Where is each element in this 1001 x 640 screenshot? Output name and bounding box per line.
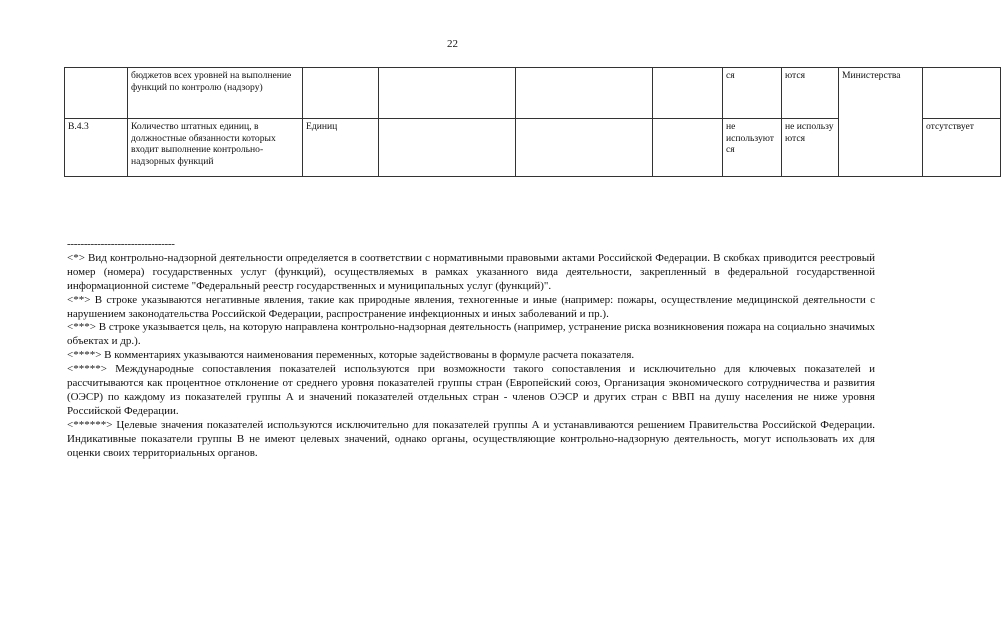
table-cell: ются: [782, 68, 839, 119]
indicator-table: [64, 67, 1001, 177]
footnote: <*****> Международные сопоставления показателей используются при возможности такого сопоставления и исключительно для ключевых показателей и рассчитываются как процентное отклонение от среднего уровня показателей группы стран (Европейский союз, Организация экономического сотрудничества и развития (ОЭСР) по каждому из показателей группы А и значений показателей отдельных стран - членов ОЭСР и других стран с ВВП на душу населения не ниже уровня Российской Федерации.: [67, 363, 875, 417]
table-cell: бюджетов всех уровней на выполнение функций по контролю (надзору): [128, 68, 303, 119]
footnotes: [67, 238, 875, 461]
footnote: <*> Вид контрольно-надзорной деятельности определяется в соответствии с нормативными правовыми актами Российской Федерации. В скобках приводится реестровый номер (номера) государственных услуг (функций), осуществляемых в рамках указанного вида деятельности, закрепленный в федеральной государственной информационной системе "Федеральный реестр государственных и муниципальных услуг (функций)".: [67, 251, 875, 292]
footnote: <***> В строке указывается цель, на которую направлена контрольно-надзорная деятельность (например, устранение риска возникновения пожара на социально значимых объектах и др.).: [67, 321, 875, 348]
page-number: 22: [447, 38, 458, 50]
table-cell: отсутствует: [923, 119, 1001, 177]
footnote: <******> Целевые значения показателей используются исключительно для показателей группы А и устанавливаются решением Правительства Российской Федерации. Индикативные показатели группы В не имеют целевых значений, однако органы, осуществляющие контрольно-надзорную деятельность, могут использовать их для оценки своих территориальных органов.: [67, 418, 875, 459]
table-cell: ся: [723, 68, 782, 119]
table-cell: [653, 68, 723, 119]
table-cell: [65, 68, 128, 119]
footnote: <**> В строке указываются негативные явления, такие как природные явления, техногенные и иные (например: пожары, осуществление медицинской деятельности с нарушением законодательства Российской Федерации, распространение инфекционных и иных заболеваний и пр.).: [67, 293, 875, 320]
table-cell: Количество штатных единиц, в должностные обязанности которых входит выполнение контрольно-надзорных функций: [128, 119, 303, 177]
table-cell: [516, 119, 653, 177]
table-cell: [516, 68, 653, 119]
table-cell: не использу ются: [782, 119, 839, 177]
table-cell: [379, 68, 516, 119]
table-cell: [303, 68, 379, 119]
table-row: [65, 68, 1001, 119]
table-cell: Министерства: [839, 68, 923, 177]
table-cell: [379, 119, 516, 177]
table-cell: не используют ся: [723, 119, 782, 177]
table-cell: В.4.3: [65, 119, 128, 177]
table-cell: [923, 68, 1001, 119]
footnote-separator: --------------------------------: [67, 238, 175, 250]
table-cell: [653, 119, 723, 177]
footnote: <****> В комментариях указываются наименования переменных, которые задействованы в формуле расчета показателя.: [67, 349, 635, 362]
table-cell: Единиц: [303, 119, 379, 177]
